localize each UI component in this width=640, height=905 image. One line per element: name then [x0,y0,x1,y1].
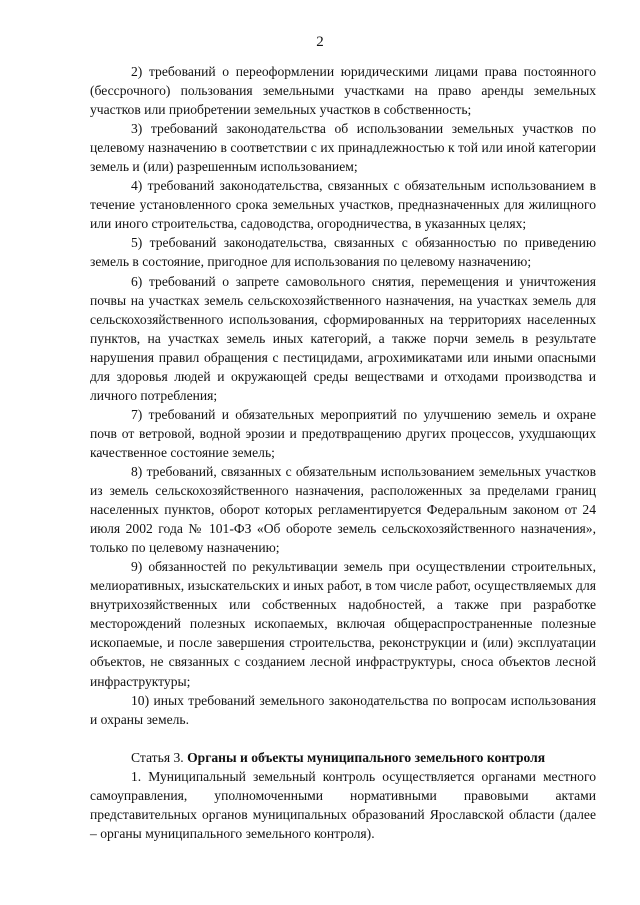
article-prefix: Статья 3. [131,749,184,765]
list-item: 10) иных требований земельного законодательства по вопросам использования и охраны земель. [90,692,596,727]
article-heading [90,748,596,767]
list-item: 9) обязанностей по рекультивации земель при осуществлении строительных, мелиоративных, изыскательских и иных работ, в том числе работ, осуществляемых для внутрихозяйственных или собственных надобностей, а также при разработке месторождений полезных ископаемых, включая общераспространенные полезные ископаемые, и после завершения строительства, реконструкции и (или) эксплуатации объектов, не связанных с созданием лесной инфраструктуры, сноса объектов лесной инфраструктуры; [90,559,596,689]
page-number: 2 [316,34,324,50]
list-item: 5) требований законодательства, связанных с обязанностью по приведению земель в состояние, пригодное для использования по целевому назначению; [90,235,596,270]
document-body [90,62,596,843]
list-item: 4) требований законодательства, связанных с обязательным использованием в течение установленного срока земельных участков, предназначенных для жилищного или иного строительства, садоводства, огородничества, в указанных целях; [90,178,596,232]
list-item: 6) требований о запрете самовольного снятия, перемещения и уничтожения почвы на участках земель сельскохозяйственного назначения, на участках земель для сельскохозяйственного использования, сформированных на территориях населенных пунктов, на участках земель иных категорий, а также порчи земель в результате нарушения правил обращения с пестицидами, агрохимикатами или иными опасными для здоровья людей и окружающей среды веществами и отходами производства и личного потребления; [90,273,596,403]
list-item: 3) требований законодательства об использовании земельных участков по целевому назначению в соответствии с их принадлежностью к той или иной категории земель и (или) разрешенным использованием; [90,121,596,175]
article-title: Органы и объекты муниципального земельного контроля [187,749,546,765]
list-item: 7) требований и обязательных мероприятий по улучшению земель и охране почв от ветровой, водной эрозии и предотвращению других процессов, ухудшающих качественное состояние земель; [90,406,596,460]
list-item: 8) требований, связанных с обязательным использованием земельных участков из земель сельскохозяйственного назначения, расположенных за пределами границ населенных пунктов, оборот которых регламентируется Федеральным законом от 24 июля 2002 года № 101-ФЗ «Об обороте земель сельскохозяйственного назначения», только по целевому назначению; [90,463,596,556]
list-item: 2) требований о переоформлении юридическими лицами права постоянного (бессрочного) пользования земельными участками на право аренды земельных участков или приобретении земельных участков в собственность; [90,64,596,118]
article-paragraph: 1. Муниципальный земельный контроль осуществляется органами местного самоуправления, уполномоченными нормативными правовыми актами представительных органов муниципальных образований Ярославской области (далее – органы муниципального земельного контроля). [90,768,596,841]
